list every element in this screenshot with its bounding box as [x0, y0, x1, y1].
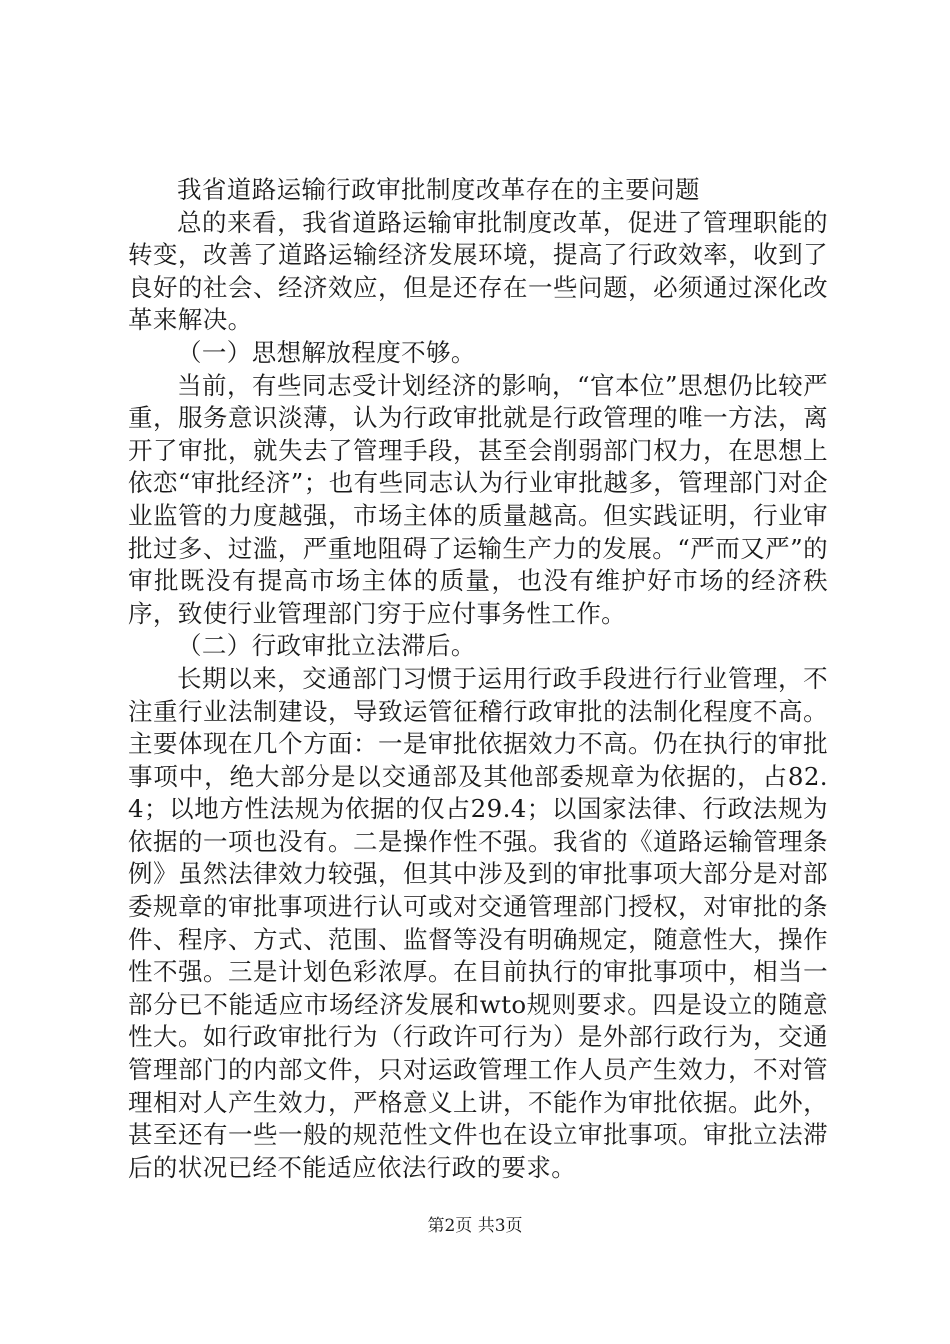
paragraph-thought: 当前，有些同志受计划经济的影响，“官本位”思想仍比较严重，服务意识淡薄，认为行政审批就是行政管理的唯一方法，离开了审批，就失去了管理手段，甚至会削弱部门权力，在思想上依恋“审批经济”；也有些同志认为行业审批越多，管理部门对企业监管的力度越强，市场主体的质量越高。但实践证明，行业审批过多、过滥，严重地阻碍了运输生产力的发展。“严而又严”的审批既没有提高市场主体的质量，也没有维护好市场的经济秩序，致使行业管理部门穷于应付事务性工作。 [128, 370, 828, 628]
section-heading: 我省道路运输行政审批制度改革存在的主要问题 [177, 175, 700, 204]
subheading-one: （一）思想解放程度不够。 [177, 337, 476, 367]
subheading-two: （二）行政审批立法滞后。 [177, 631, 476, 661]
page-number-footer: 第2页 共3页 [427, 1216, 523, 1236]
document-body [128, 174, 828, 1184]
paragraph-overview: 总的来看，我省道路运输审批制度改革，促进了管理职能的转变，改善了道路运输经济发展环境，提高了行政效率，收到了良好的社会、经济效应，但是还存在一些问题，必须通过深化改革来解决。 [128, 207, 828, 335]
paragraph-legislation: 长期以来，交通部门习惯于运用行政手段进行行业管理，不注重行业法制建设，导致运管征稽行政审批的法制化程度不高。主要体现在几个方面：一是审批依据效力不高。仍在执行的审批事项中，绝大部分是以交通部及其他部委规章为依据的，占82.4；以地方性法规为依据的仅占29.4；以国家法律、行政法规为依据的一项也没有。二是操作性不强。我省的《道路运输管理条例》虽然法律效力较强，但其中涉及到的审批事项大部分是对部委规章的审批事项进行认可或对交通管理部门授权，对审批的条件、程序、方式、范围、监督等没有明确规定，随意性大，操作性不强。三是计划色彩浓厚。在目前执行的审批事项中，相当一部分已不能适应市场经济发展和wto规则要求。四是设立的随意性大。如行政审批行为（行政许可行为）是外部行政行为，交通管理部门的内部文件，只对运政管理工作人员产生效力，不对管理相对人产生效力，严格意义上讲，不能作为审批依据。此外，甚至还有一些一般的规范性文件也在设立审批事项。审批立法滞后的状况已经不能适应依法行政的要求。 [128, 663, 828, 1182]
